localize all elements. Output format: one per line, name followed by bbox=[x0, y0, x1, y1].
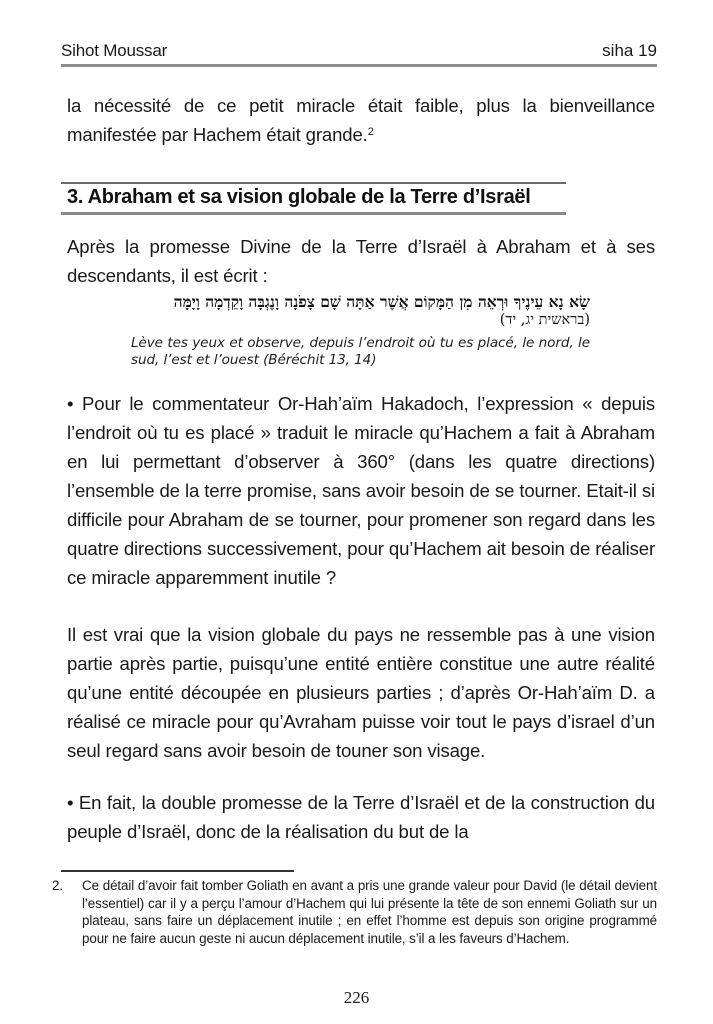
footnote-reference[interactable]: 2 bbox=[367, 126, 374, 138]
footnote-number: 2. bbox=[52, 878, 63, 893]
footnote-rule bbox=[61, 870, 294, 872]
paragraph-continuation bbox=[67, 91, 655, 149]
page-number: 226 bbox=[343, 988, 370, 1007]
hebrew-verse-reference: (בראשית יג, יד) bbox=[499, 312, 590, 328]
paragraph-double-promise: • En fait, la double promesse de la Terre d’Israël et de la construction du peuple d’Israël, donc de la réalisation du but de la bbox=[67, 792, 655, 842]
paragraph-or-hahaim: • Pour le commentateur Or-Hah’aïm Hakadoch, l’expression « depuis l’endroit où tu es placé » traduit le miracle qu’Hachem a fait à Abraham en lui permettant d’observer à 360° (dans les quatre directions) l’ensemble de la terre promise, sans avoir besoin de se tourner. Etait-il si difficile pour Abraham de se tourner, pour promener son regard dans les quatre directions successivement, pour qu’Hachem ait besoin de réaliser ce miracle apparemment inutile ? bbox=[67, 393, 655, 588]
chapter-label: siha 19 bbox=[602, 41, 657, 60]
section-rule-top bbox=[61, 182, 566, 184]
paragraph-intro: Après la promesse Divine de la Terre d’Israël à Abraham et à ses descendants, il est écrit : bbox=[67, 236, 655, 286]
section-heading: 3. Abraham et sa vision globale de la Terre d’Israël bbox=[67, 186, 531, 208]
book-title: Sihot Moussar bbox=[61, 41, 168, 60]
hebrew-verse: שָׂא נָא עֵינֶיךָ וּרְאֵה מִן הַמָּקוֹם אֲשֶׁר אַתָּה שָׁם צָפֹנָה וָנֶגְבָּה וָקֵדְמָה וָיָמָּה bbox=[173, 292, 590, 311]
section-rule-bottom bbox=[61, 212, 566, 215]
verse-translation: Lève tes yeux et observe, depuis l’endroit où tu es placé, le nord, le sud, l’est et l’ouest (Béréchit 13, 14) bbox=[131, 335, 590, 368]
paragraph-global-vision: Il est vrai que la vision globale du pays ne ressemble pas à une vision partie après partie, puisqu’une entité entière constitue une autre réalité qu’une entité découpée en plusieurs parties ; d’après Or-Hah’aïm D. a réalisé ce miracle pour qu’Avraham puisse voir tout le pays d’israel d’un seul regard sans avoir besoin de touner son visage. bbox=[67, 624, 655, 761]
footnote bbox=[52, 877, 657, 947]
footnote-text: Ce détail d’avoir fait tomber Goliath en avant a pris une grande valeur pour David (le détail devient l’essentiel) car il y a perçu l’amour d’Hachem qui lui présente la tête de son ennemi Goliath sur un plateau, sans faire un déplacement inutile ; en effet l’homme est depuis son origine programmé pour ne faire aucun geste ni aucun déplacement inutile, s’il a les faveurs d’Hachem. bbox=[82, 878, 657, 946]
header-rule bbox=[61, 64, 657, 67]
paragraph-text: la nécessité de ce petit miracle était faible, plus la bienveillance manifestée par Hachem était grande. bbox=[67, 95, 655, 145]
